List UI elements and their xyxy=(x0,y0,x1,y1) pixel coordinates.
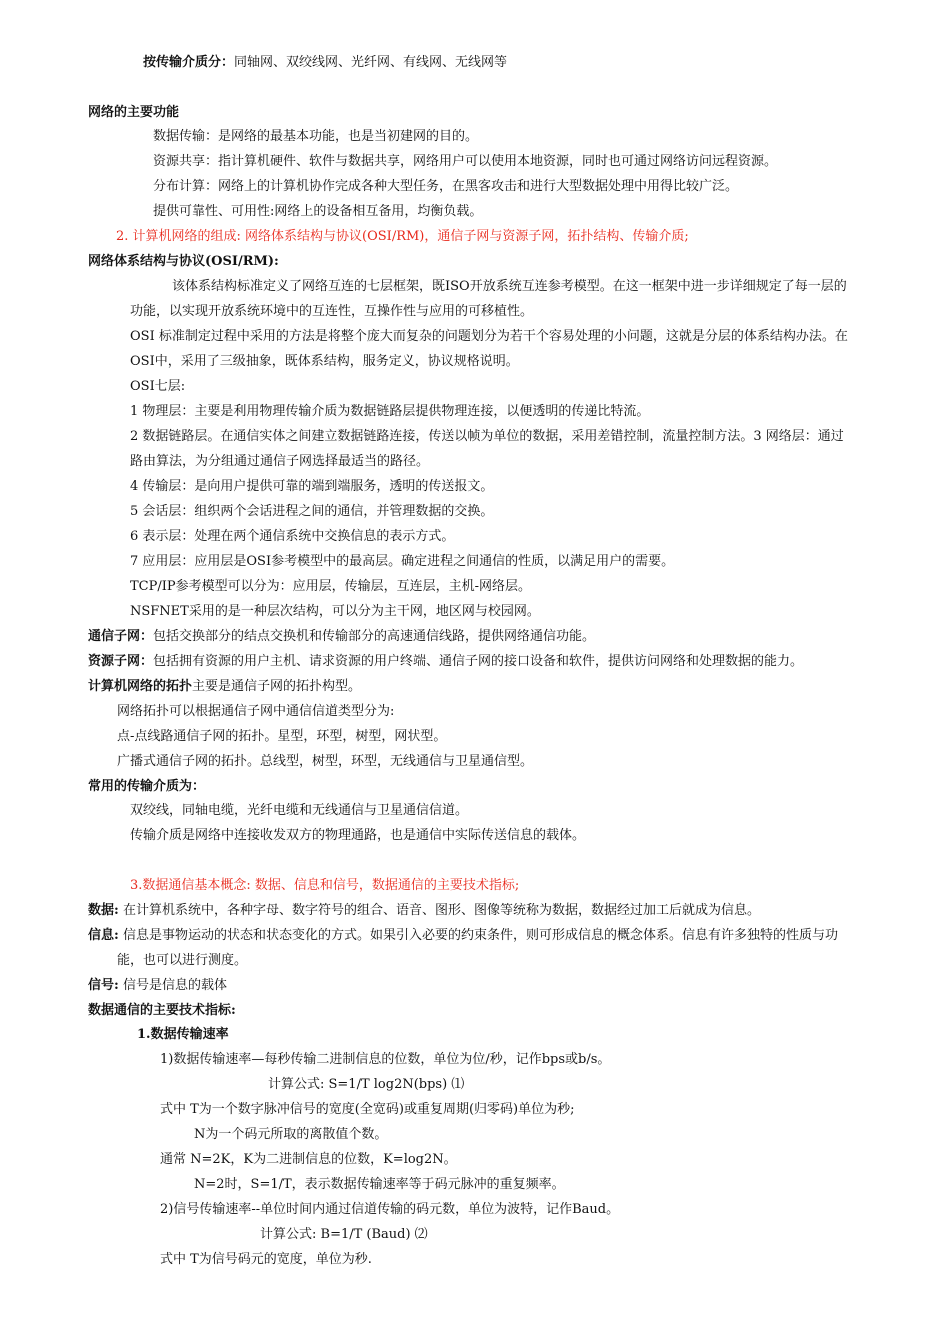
paragraph-line: NSFNET采用的是一种层次结构，可以分为主干网，地区网与校园网。 xyxy=(130,604,540,619)
definition-data: 数据: 在计算机系统中，各种字母、数字符号的组合、语音、图形、图像等统称为数据，数据经过加工后就成为信息。 xyxy=(88,903,760,918)
media-classification-line: 按传输介质分：同轴网、双绞线网、光纤网、有线网、无线网等 xyxy=(143,55,508,70)
paragraph-line: N为一个码元所取的离散值个数。 xyxy=(194,1127,388,1142)
paragraph-line: 广播式通信子网的拓扑。总线型，树型，环型，无线通信与卫星通信型。 xyxy=(117,754,534,769)
paragraph-line: 传输介质是网络中连接收发双方的物理通路，也是通信中实际传送信息的载体。 xyxy=(130,828,586,843)
definition-resource-subnet: 资源子网：包括拥有资源的用户主机、请求资源的用户终端、通信子网的接口设备和软件，提供访问网络和处理数据的能力。 xyxy=(88,654,804,669)
media-classification-label: 按传输介质分： xyxy=(143,55,235,70)
paragraph-line: 能，也可以进行测度。 xyxy=(117,953,248,968)
paragraph-line: OSI 标准制定过程中采用的方法是将整个庞大而复杂的问题划分为若干个容易处理的小问题，这就是分层的体系结构办法。在 xyxy=(130,329,848,344)
paragraph-line: 分布计算：网络上的计算机协作完成各种大型任务，在黑客攻击和进行大型数据处理中用得比较广泛。 xyxy=(153,179,739,194)
osi-layer-line: 7 应用层：应用层是OSI参考模型中的最高层。确定进程之间通信的性质，以满足用户的需要。 xyxy=(130,554,675,569)
osi-layer-line: 4 传输层：是向用户提供可靠的端到端服务，透明的传送报文。 xyxy=(130,479,494,494)
paragraph-line: 数据传输：是网络的最基本功能，也是当初建网的目的。 xyxy=(153,129,479,144)
osi-layer-line: 1 物理层：主要是利用物理传输介质为数据链路层提供物理连接，以便透明的传递比特流。 xyxy=(130,404,650,419)
definition-topology: 计算机网络的拓扑主要是通信子网的拓扑构型。 xyxy=(88,679,362,694)
paragraph-line: 功能，以实现开放系统环境中的互连性，互操作性与应用的可移植性。 xyxy=(130,304,534,319)
paragraph-line: 式中 T为信号码元的宽度，单位为秒. xyxy=(160,1252,372,1267)
paragraph-line: 式中 T为一个数字脉冲信号的宽度(全宽码)或重复周期(归零码)单位为秒; xyxy=(160,1102,575,1117)
section-heading-network-functions: 网络的主要功能 xyxy=(88,105,180,120)
paragraph-line: 资源共享：指计算机硬件、软件与数据共享，网络用户可以使用本地资源，同时也可通过网络访问远程资源。 xyxy=(153,154,778,169)
section-heading-osi: 网络体系结构与协议(OSI/RM): xyxy=(88,254,279,269)
numbered-heading-2: 2. 计算机网络的组成: 网络体系结构与协议(OSI/RM)，通信子网与资源子网，拓扑结构、传输介质; xyxy=(116,229,689,244)
paragraph-line: N=2时，S=1/T，表示数据传输速率等于码元脉冲的重复频率。 xyxy=(194,1177,565,1192)
osi-layer-line: 5 会话层：组织两个会话进程之间的通信，并管理数据的交换。 xyxy=(130,504,494,519)
paragraph-line: 2)信号传输速率--单位时间内通过信道传输的码元数，单位为波特，记作Baud。 xyxy=(160,1202,620,1217)
subheading-data-rate: 1.数据传输速率 xyxy=(137,1027,229,1042)
paragraph-line: 通常 N=2K，K为二进制信息的位数，K=log2N。 xyxy=(160,1152,457,1167)
paragraph-line: OSI中，采用了三级抽象，既体系结构，服务定义，协议规格说明。 xyxy=(130,354,519,369)
formula-1: 计算公式: S=1/T log2N(bps) ⑴ xyxy=(268,1077,465,1092)
paragraph-line: 网络拓扑可以根据通信子网中通信信道类型分为: xyxy=(117,704,395,719)
paragraph-line: 点-点线路通信子网的拓扑。星型，环型，树型，网状型。 xyxy=(117,729,447,744)
definition-information: 信息: 信息是事物运动的状态和状态变化的方式。如果引入必要的约束条件，则可形成信息的概念体系。信息有许多独特的性质与功 xyxy=(88,928,838,943)
numbered-heading-3: 3.数据通信基本概念: 数据、信息和信号，数据通信的主要技术指标; xyxy=(130,878,520,893)
definition-signal: 信号: 信号是信息的载体 xyxy=(88,978,227,993)
paragraph-line: 双绞线，同轴电缆，光纤电缆和无线通信与卫星通信信道。 xyxy=(130,803,469,818)
osi-layer-line: 2 数据链路层。在通信实体之间建立数据链路连接，传送以帧为单位的数据，采用差错控制，流量控制方法。3 网络层：通过 xyxy=(130,429,844,444)
section-heading-metrics: 数据通信的主要技术指标: xyxy=(88,1003,236,1018)
paragraph-line: 该体系结构标准定义了网络互连的七层框架，既ISO开放系统互连参考模型。在这一框架中进一步详细规定了每一层的 xyxy=(172,279,847,294)
paragraph-line: TCP/IP参考模型可以分为：应用层，传输层，互连层，主机-网络层。 xyxy=(130,579,532,594)
paragraph-line: 1)数据传输速率—每秒传输二进制信息的位数，单位为位/秒，记作bps或b/s。 xyxy=(160,1052,611,1067)
definition-communication-subnet: 通信子网：包括交换部分的结点交换机和传输部分的高速通信线路，提供网络通信功能。 xyxy=(88,629,596,644)
osi-layer-line: 6 表示层：处理在两个通信系统中交换信息的表示方式。 xyxy=(130,529,455,544)
paragraph-line: OSI七层: xyxy=(130,379,186,394)
osi-layer-line: 路由算法，为分组通过通信子网选择最适当的路径。 xyxy=(130,454,430,469)
formula-2: 计算公式: B=1/T (Baud) ⑵ xyxy=(260,1227,428,1242)
paragraph-line: 提供可靠性、可用性:网络上的设备相互备用，均衡负载。 xyxy=(153,204,483,219)
section-heading-media: 常用的传输介质为： xyxy=(88,779,206,794)
